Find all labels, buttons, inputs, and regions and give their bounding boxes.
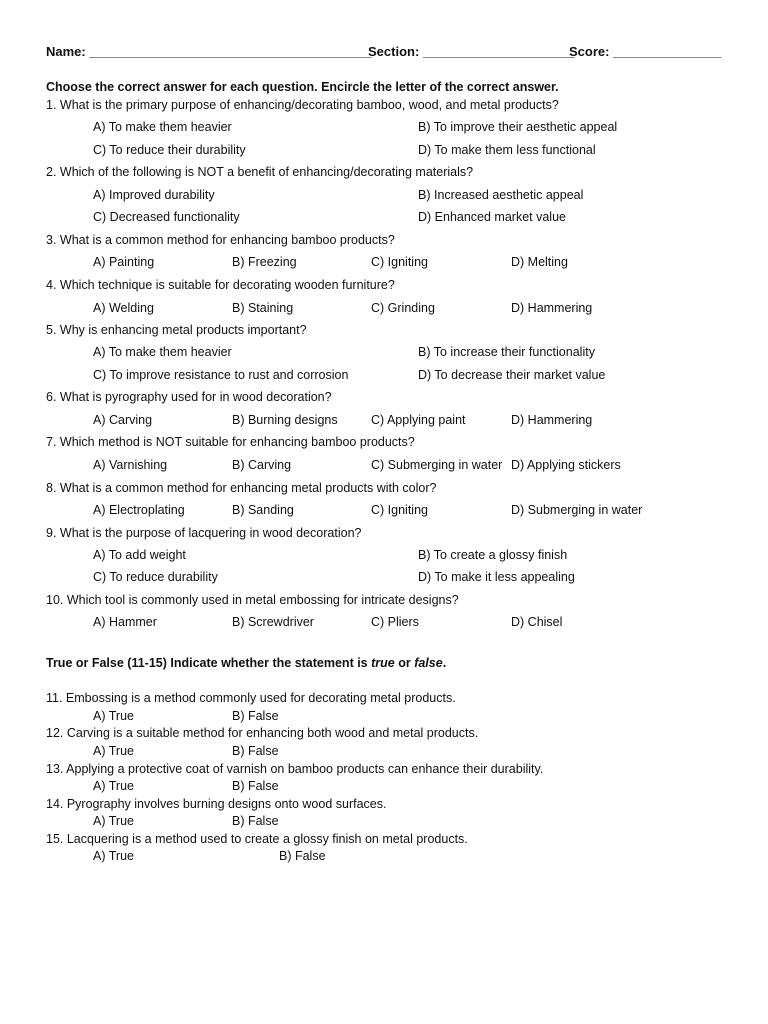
tf-heading-or: or <box>394 656 415 670</box>
option[interactable]: C) To reduce their durability <box>93 143 246 157</box>
option-true[interactable]: A) True <box>93 849 134 863</box>
option[interactable]: B) Increased aesthetic appeal <box>418 188 584 202</box>
option-true[interactable]: A) True <box>93 744 134 758</box>
option-true[interactable]: A) True <box>93 709 134 723</box>
tf-heading-false: false <box>414 656 443 670</box>
option[interactable]: A) To make them heavier <box>93 120 232 134</box>
option-false[interactable]: B) False <box>232 709 279 723</box>
option-false[interactable]: B) False <box>232 779 279 793</box>
option-false[interactable]: B) False <box>279 849 326 863</box>
true-false-heading <box>46 655 446 671</box>
option-false[interactable]: B) False <box>232 814 279 828</box>
option[interactable]: C) Pliers <box>371 615 419 629</box>
option[interactable]: D) To make them less functional <box>418 143 596 157</box>
option[interactable]: A) Improved durability <box>93 188 215 202</box>
option[interactable]: D) Melting <box>511 255 568 269</box>
option[interactable]: C) Grinding <box>371 301 435 315</box>
tf-heading-prefix: True or False (11-15) Indicate whether the statement is <box>46 656 372 670</box>
tf-question-12: 12. Carving is a suitable method for enhancing both wood and metal products. <box>46 726 479 740</box>
option[interactable]: C) To reduce durability <box>93 570 218 584</box>
option[interactable]: A) Welding <box>93 301 154 315</box>
question-7: 7. Which method is NOT suitable for enhancing bamboo products? <box>46 435 415 449</box>
question-10: 10. Which tool is commonly used in metal embossing for intricate designs? <box>46 593 459 607</box>
tf-heading-true: true <box>371 656 395 670</box>
option[interactable]: C) Igniting <box>371 255 428 269</box>
option[interactable]: A) Carving <box>93 413 153 427</box>
option-true[interactable]: A) True <box>93 779 134 793</box>
option[interactable]: D) Hammering <box>511 413 593 427</box>
option[interactable]: C) Igniting <box>371 503 428 517</box>
option[interactable]: A) To add weight <box>93 548 186 562</box>
option[interactable]: D) To decrease their market value <box>418 368 606 382</box>
option[interactable]: B) To improve their aesthetic appeal <box>418 120 618 134</box>
option[interactable]: A) Hammer <box>93 615 157 629</box>
option-true[interactable]: A) True <box>93 814 134 828</box>
question-9: 9. What is the purpose of lacquering in wood decoration? <box>46 526 362 540</box>
option[interactable]: D) Hammering <box>511 301 593 315</box>
tf-question-14: 14. Pyrography involves burning designs onto wood surfaces. <box>46 797 387 811</box>
question-2: 2. Which of the following is NOT a benefit of enhancing/decorating materials? <box>46 165 474 179</box>
option[interactable]: D) Applying stickers <box>511 458 621 472</box>
question-8: 8. What is a common method for enhancing metal products with color? <box>46 481 437 495</box>
option[interactable]: C) Decreased functionality <box>93 210 240 224</box>
option[interactable]: B) Staining <box>232 301 294 315</box>
option[interactable]: A) Varnishing <box>93 458 168 472</box>
option-false[interactable]: B) False <box>232 744 279 758</box>
instructions: Choose the correct answer for each question. Encircle the letter of the correct answer. <box>46 80 559 94</box>
option[interactable]: C) Applying paint <box>371 413 466 427</box>
option[interactable]: C) To improve resistance to rust and corrosion <box>93 368 349 382</box>
option[interactable]: B) To create a glossy finish <box>418 548 568 562</box>
option[interactable]: B) Burning designs <box>232 413 338 427</box>
tf-question-11: 11. Embossing is a method commonly used for decorating metal products. <box>46 691 456 705</box>
option[interactable]: B) Screwdriver <box>232 615 314 629</box>
option[interactable]: D) Submerging in water <box>511 503 643 517</box>
tf-question-15: 15. Lacquering is a method used to create a glossy finish on metal products. <box>46 832 468 846</box>
question-6: 6. What is pyrography used for in wood decoration? <box>46 390 332 404</box>
option[interactable]: B) Carving <box>232 458 292 472</box>
option[interactable]: B) Freezing <box>232 255 297 269</box>
score-field-label: Score: _______________ <box>569 44 722 59</box>
tf-question-13: 13. Applying a protective coat of varnish on bamboo products can enhance their durability. <box>46 762 544 776</box>
option[interactable]: A) To make them heavier <box>93 345 232 359</box>
option[interactable]: D) Chisel <box>511 615 563 629</box>
option[interactable]: D) To make it less appealing <box>418 570 575 584</box>
question-3: 3. What is a common method for enhancing bamboo products? <box>46 233 395 247</box>
option[interactable]: C) Submerging in water <box>371 458 503 472</box>
option[interactable]: A) Electroplating <box>93 503 185 517</box>
section-field-label: Section: _____________________ <box>368 44 575 59</box>
tf-heading-suffix: . <box>442 656 447 670</box>
question-1: 1. What is the primary purpose of enhancing/decorating bamboo, wood, and metal products? <box>46 98 559 112</box>
name-field-label: Name: _______________________________________ <box>46 44 372 59</box>
option[interactable]: A) Painting <box>93 255 155 269</box>
question-4: 4. Which technique is suitable for decorating wooden furniture? <box>46 278 395 292</box>
option[interactable]: B) To increase their functionality <box>418 345 595 359</box>
question-5: 5. Why is enhancing metal products important? <box>46 323 307 337</box>
option[interactable]: B) Sanding <box>232 503 294 517</box>
option[interactable]: D) Enhanced market value <box>418 210 566 224</box>
